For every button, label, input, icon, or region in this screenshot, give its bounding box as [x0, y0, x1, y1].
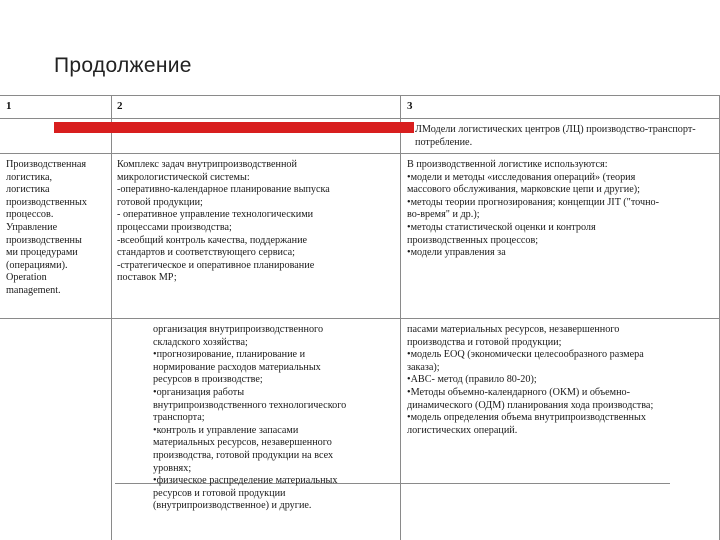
text-line: массового обслуживания, марковские цепи и другие); [407, 184, 640, 196]
text-line: -стратегическое и оперативное планирование [117, 259, 315, 271]
cell-row2-col3 [407, 159, 712, 260]
text-line: нормирование расходов материальных [153, 361, 321, 373]
text-line: •физическое распределение материальных [153, 475, 338, 487]
text-line: •контроль и управление запасами [153, 424, 299, 436]
text-line: -всеобщий контроль качества, поддержание [117, 234, 308, 246]
text-line: организация внутрипроизводственного [153, 324, 324, 335]
accent-bar [54, 122, 414, 133]
text-line: логистика [6, 184, 50, 196]
grid-line [111, 95, 112, 540]
text-line: поставок МР; [117, 272, 177, 284]
text-line: Комплекс задач внутрипроизводственной [117, 159, 297, 170]
text-line: ресурсов и готовой продукции [153, 487, 286, 499]
text-line: производственных процессов; [407, 234, 539, 246]
text-line: складского хозяйства; [153, 336, 248, 348]
cell-row2-col1 [6, 159, 110, 298]
grid-line [0, 318, 720, 319]
text-line: •модели и методы «исследования операций» (теория [407, 171, 636, 183]
text-line: во-время" и др.); [407, 209, 480, 221]
text-line: •Методы объемно-календарного (ОКМ) и объемно- [407, 386, 631, 398]
text-line: стандартов и соответствующего сервиса; [117, 247, 295, 259]
text-line: производственны [6, 234, 82, 246]
text-line: готовой продукции; [117, 196, 203, 208]
grid-line [0, 95, 720, 96]
text-line: В производственной логистике используются: [407, 159, 608, 170]
text-line: пасами материальных ресурсов, незавершенного [407, 324, 620, 335]
text-line: •модели управления за [407, 247, 506, 259]
text-line: производства, готовой продукции на всех [153, 449, 334, 461]
cell-row2-col2 [117, 159, 397, 285]
text-line: •организация работы [153, 386, 245, 398]
text-line: логистических операций. [407, 424, 518, 436]
text-line: (внутрипроизводственное) и другие. [153, 500, 312, 512]
text-line: Производственная [6, 159, 87, 170]
column-header-3: 3 [407, 100, 413, 112]
text-line: микрологистической системы: [117, 171, 250, 183]
text-line: процессами производства; [117, 221, 232, 233]
column-header-1: 1 [6, 100, 12, 112]
text-line: •ABC- метод (правило 80-20); [407, 374, 537, 386]
text-line: материальных ресурсов, незавершенного [153, 437, 332, 449]
text-line: •методы теории прогнозирования; концепции JIT ("точно- [407, 196, 660, 208]
text-line: производственных [6, 196, 87, 208]
grid-line [0, 153, 720, 154]
text-line: Управление [6, 221, 58, 233]
text-line: •модель определения объема внутрипроизводственных [407, 412, 646, 424]
grid-line [0, 118, 720, 119]
text-line: уровнях; [153, 462, 192, 474]
column-header-2: 2 [117, 100, 123, 112]
text-line: •модель EOQ (экономически целесообразного размера [407, 349, 644, 361]
text-line: логистика, [6, 171, 53, 183]
grid-line [400, 95, 401, 540]
text-line: внутрипроизводственного технологического [153, 399, 347, 411]
text-line: заказа); [407, 361, 440, 373]
cell-row3-col3 [407, 324, 712, 437]
text-line: (операциями). [6, 259, 68, 271]
cell-row1-col3: ЛМодели логистических центров (ЛЦ) производство-транспорт-потребление. [415, 124, 696, 148]
text-line: Operation [6, 272, 47, 284]
text-line: •прогнозирование, планирование и [153, 349, 306, 361]
text-line: ресурсов в производстве; [153, 374, 263, 386]
text-line: динамического (ОДМ) планирования хода производства; [407, 399, 654, 411]
text-line: - оперативное управление технологическими [117, 209, 314, 221]
text-line: процессов. [6, 209, 54, 221]
text-line: ми процедурами [6, 247, 78, 259]
text-line: производства и готовой продукции; [407, 336, 562, 348]
text-line: -оперативно-календарное планирование выпуска [117, 184, 330, 196]
text-line: •методы статистической оценки и контроля [407, 221, 596, 233]
slide-title: Продолжение [54, 54, 192, 77]
cell-row3-col2 [153, 324, 398, 513]
text-line: транспорта; [153, 412, 205, 424]
text-line: management. [6, 284, 61, 296]
